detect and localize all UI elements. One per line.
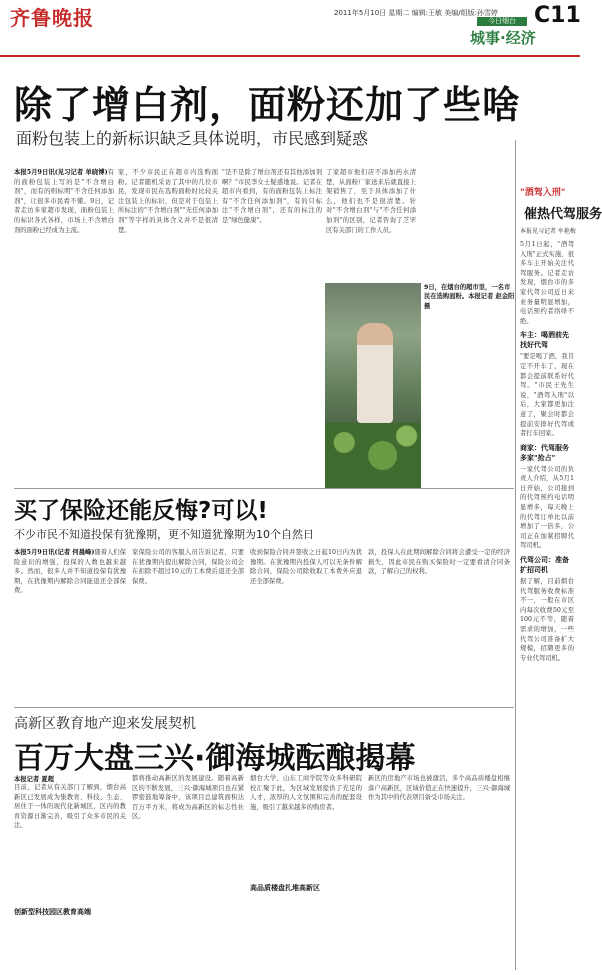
page-meta: 2011年5月10日 星期二 编辑:王敏 美编/组版:孙雪婷: [334, 9, 498, 17]
story2-byline: 本报5月9日讯(记者 何晨峰): [14, 549, 95, 556]
story1-col1-text: 有的面粉包装上写的是"不含增白剂"，而有的则标明"不含任何添加剂"，让很多市民看不懂。9日，记者走访多家超市发现，面粉包装上的标识各式各样，市场上不含增白剂的面粉已经成为主流。: [14, 169, 114, 234]
story3-byline: 本报记者 夏超: [14, 776, 54, 783]
masthead-logo: 齐鲁晚报: [10, 6, 94, 30]
story3-col2: 都将推动高新区的发展建设。随着高新区的不断发展，三兴·御海城项目也在紧锣密鼓地筹备中，该项目总建筑面积达百万平方米，将成为高新区的标志性社区。: [132, 775, 244, 821]
section-name: 城事·经济: [470, 29, 536, 47]
story1-col4: 了家超市他们店不添加药水清楚，从面粉厂家送来后就直接上架销售了，至于具体添加了什么，他们也不是很清楚。针对"不含增白剂"与"不含任何添加剂"的区别，记者咨询了芝罘区有关部门的工作人员。: [326, 169, 416, 234]
story2-col4: 款，投保人在此期间解除合同将会遭受一定的经济损失，因此市民在购买保险时一定要看清合同条款，了解自己的权利。: [368, 549, 510, 576]
sidebar-subhead3: 代驾公司：准备扩招司机: [520, 556, 569, 575]
story1-col2: 家，不少市民正在超市内选购面粉。记者随机采访了其中的几位市民，发现市民在选购面粉时比较关注包装上的标识，但是对于包装上所标注的"不含增白剂""无任何添加剂"等字样的具体含义并不是很清楚。: [118, 169, 218, 234]
photo-produce: [325, 423, 421, 488]
story3-col1: [14, 774, 126, 969]
sidebar-body3: 据了解，目前烟台代驾服务收费标准不一，一般在市区内每次收费50元至100元不等，随着需求的增加，一些代驾公司准备扩大规模，招聘更多的专业代驾司机。: [520, 578, 574, 662]
market-photo: [325, 283, 421, 488]
story2-col1-text: 随着人们保险意识的增强，投保的人数也越来越多。然而，很多人并不知道投保有犹豫期，在犹豫期内解除合同能退还全部保费。: [14, 549, 126, 595]
page-number: C11: [534, 3, 581, 28]
sidebar-divider: [515, 140, 516, 970]
story1-col1: [14, 168, 114, 278]
story3-headline: 百万大盘三兴·御海城酝酿揭幕: [14, 741, 416, 776]
story3-col1-text: 目前，记者从有关部门了解到，烟台高新区已发展成为集教育、科技、生态、居住于一体的现代化新城区，区内的教育资源日渐完善，吸引了众多市民的关注。: [14, 784, 126, 830]
section-box: 今日烟台: [477, 17, 527, 26]
sidebar-kicker: "酒驾入刑": [520, 188, 566, 198]
story1-byline: 本报5月9日讯(见习记者 单晓博): [14, 169, 108, 176]
divider-1: [14, 488, 514, 489]
story2-col3: 收到保险合同并签收之日起10日内为犹豫期。在犹豫期内投保人可以无条件解除合同，保险公司除收取工本费外应退还全部保费。: [250, 549, 362, 585]
sidebar-byline: 本报见习记者 牟艳梅: [520, 228, 576, 235]
story2-headline: 买了保险还能反悔?可以!: [14, 498, 268, 524]
story3-col4: 新区的房地产市场也被激活，多个高品质楼盘相继落户高新区，区域价值正在快速提升，三兴·御海城作为其中的代表项目备受市场关注。: [368, 775, 510, 802]
story2-col2: 家保险公司的客服人员告诉记者，只要在犹豫期内提出解除合同，保险公司会在扣除不超过10元的工本费后退还全部保费。: [132, 549, 244, 585]
sidebar-subhead1: 车主：喝酒前先找好代驾: [520, 331, 569, 350]
story3-col3: [250, 774, 362, 969]
photo-person: [357, 323, 393, 423]
story2-col1: [14, 548, 126, 703]
story3-subhead3: 高品质楼盘扎堆高新区: [250, 884, 320, 892]
sidebar-body1: "要是喝了酒，我肯定不开车了，现在都会提前联系好代驾。"市民王先生说，"酒驾入刑"以后，大家都更加注意了，聚会时都会提前安排好代驾或者打车回家。: [520, 353, 574, 438]
story3-subhead1: 创新型科技园区教育高端: [14, 908, 91, 916]
sidebar-body2: 一家代驾公司的负责人介绍，从5月1日开始，公司接到的代驾预约电话明显增多，每天晚上的代驾订单比以前增加了一倍多，公司正在加紧招聘代驾司机。: [520, 465, 574, 550]
story2-subhead: 不少市民不知道投保有犹豫期，更不知道犹豫期为10个自然日: [14, 528, 314, 541]
sidebar-lead: 5月1日起，"酒驾入刑"正式实施，很多车主开始关注代驾服务。记者走访发现，烟台市的多家代驾公司近日来业务量明显增加，电话预约者络绎不绝。: [520, 241, 574, 325]
story1-col3: "是不是除了增白剂还有其他添加剂啊？"市民李女士疑惑地说。记者在超市内看到，有的面粉包装上标注有"不含任何添加剂"，有的只标注"不含增白剂"，还有的标注的是"绿色健康"。: [222, 169, 322, 224]
story1-headline: 除了增白剂，面粉还加了些啥: [14, 83, 522, 127]
sidebar-title: 催热代驾服务: [524, 207, 602, 222]
sidebar-body: [520, 240, 574, 970]
story1-subhead: 面粉包装上的新标识缺乏具体说明，市民感到疑惑: [16, 129, 369, 148]
header-divider: [0, 55, 580, 57]
sidebar-subhead2: 商家：代驾服务多家"抢占": [520, 443, 569, 462]
divider-2: [14, 707, 514, 708]
story3-kicker: 高新区教育地产迎来发展契机: [14, 716, 196, 732]
story3-col3-text: 烟台大学、山东工商学院等众多科研院校汇聚于此，为区域发展提供了充足的人才，浓厚的人文氛围和完善的配套设施，吸引了越来越多的购房者。: [250, 775, 362, 811]
photo-caption: 9日，在烟台的超市里，一名市民在选购面粉。本报记者 赵金阳 摄: [424, 284, 515, 310]
